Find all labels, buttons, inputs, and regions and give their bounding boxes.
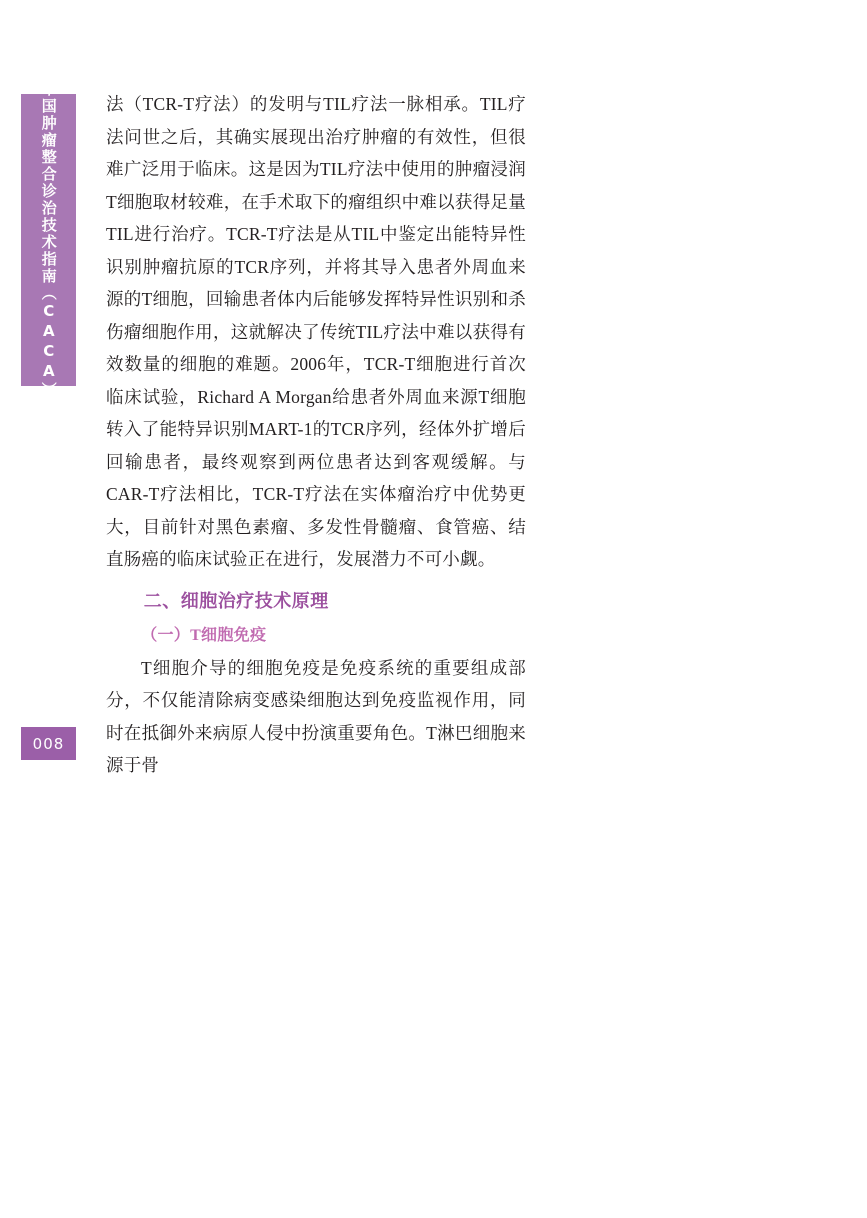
book-spine-tab bbox=[21, 81, 76, 399]
page-number-badge bbox=[21, 727, 76, 760]
body-paragraph-2: T细胞介导的细胞免疫是免疫系统的重要组成部分，不仅能清除病变感染细胞达到免疫监视作用，同时在抵御外来病原人侵中扮演重要角色。T淋巴细胞来源于骨 bbox=[106, 657, 526, 775]
body-paragraph-1: 法（TCR-T疗法）的发明与TIL疗法一脉相承。TIL疗法问世之后，其确实展现出治疗肿瘤的有效性，但很难广泛用于临床。这是因为TIL疗法中使用的肿瘤浸润T细胞取材较难，在手术取下的瘤组织中难以获得足量TIL进行治疗。TCR-T疗法是从TIL中鉴定出能特异性识别肿瘤抗原的TCR序列，并将其导入患者外周血来源的T细胞，回输患者体内后能够发挥特异性识别和杀伤瘤细胞作用，这就解决了传统TIL疗法中难以获得有效数量的细胞的难题。2006年，TCR-T细胞进行首次临床试验，Richard A Morgan给患者外周血来源T细胞转入了能特异识别MART-1的TCR序列，经体外扩增后回输患者，最终观察到两位患者达到客观缓解。与CAR-T疗法相比，TCR-T疗法在实体瘤治疗中优势更大，目前针对黑色素瘤、多发性骨髓瘤、食管癌、结直肠癌的临床试验正在进行，发展潜力不可小觑。 bbox=[106, 94, 526, 569]
book-spine-title: 中国肿瘤整合诊治技术指南（CACA） bbox=[39, 81, 58, 399]
page-number-label: 008 bbox=[32, 734, 65, 753]
section-heading-2: 二、细胞治疗技术原理 bbox=[143, 590, 329, 611]
page-content bbox=[106, 88, 526, 782]
section-heading-3: （一）T细胞免疫 bbox=[141, 626, 267, 644]
